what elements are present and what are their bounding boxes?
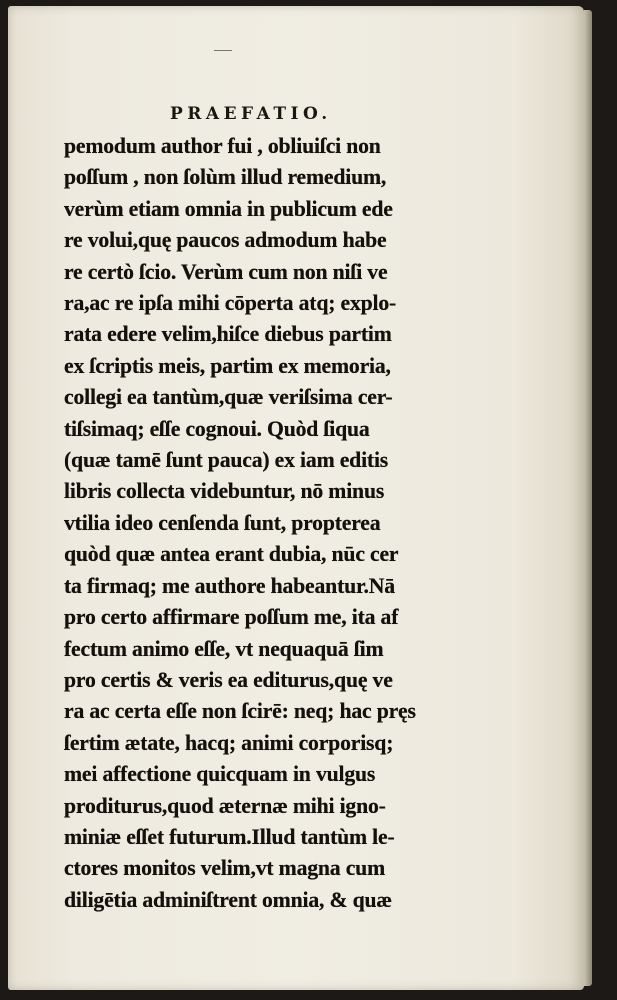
text-line: pro certis & veris ea editurus,quę ve — [64, 666, 393, 692]
page-edge — [584, 10, 592, 986]
text-line: re certò ſcio. Verùm cum non niſi ve — [64, 258, 388, 284]
text-line: fectum animo eſſe, vt nequaquā ſim — [64, 635, 384, 661]
text-line: tiſsimaq; eſſe cognoui. Quòd ſiqua — [64, 415, 370, 441]
text-line: libris collecta videbuntur, nō minus — [64, 478, 385, 504]
text-line: pemodum author fui , obliuiſci non — [64, 133, 381, 158]
text-line: ra ac certa eſſe non ſcirē: neq; hac pręs — [64, 698, 416, 724]
text-line: miniæ eſſet futurum.Illud tantùm le- — [64, 823, 395, 849]
text-line: quòd quæ antea erant dubia, nūc cer — [64, 541, 399, 567]
running-head: PRAEFATIO. — [170, 104, 332, 124]
text-line: ta firmaq; me authore habeantur.Nā — [64, 572, 395, 598]
text-line: pro certo affirmare poſſum me, ita af — [64, 604, 399, 630]
text-line: re volui,quę paucos admodum habe — [64, 227, 387, 253]
text-line: mei affectione quicquam in vulgus — [64, 761, 376, 787]
text-line: ra,ac re ipſa mihi cōperta atq; explo- — [64, 290, 397, 316]
text-line: vtilia ideo cenſenda ſunt, propterea — [64, 509, 381, 535]
text-line: verùm etiam omnia in publicum ede — [64, 195, 393, 221]
top-dash-mark — [214, 50, 232, 51]
book-page — [8, 6, 584, 990]
text-line: poſſum , non ſolùm illud remedium, — [64, 164, 387, 190]
body-text — [64, 130, 504, 915]
text-line: proditurus,quod æternæ mihi igno- — [64, 792, 386, 818]
text-line: diligētia adminiſtrent omnia, & quæ — [64, 886, 392, 912]
text-line: rata edere velim,hiſce diebus partim — [64, 321, 392, 347]
text-line: ſertim ætate, hacq; animi corporisq; — [64, 729, 394, 755]
text-line: ctores monitos velim,vt magna cum — [64, 855, 385, 881]
text-line: ex ſcriptis meis, partim ex memoria, — [64, 352, 391, 378]
text-line: collegi ea tantùm,quæ veriſsima cer- — [64, 384, 393, 410]
text-line: (quæ tamē ſunt pauca) ex iam editis — [64, 447, 389, 473]
